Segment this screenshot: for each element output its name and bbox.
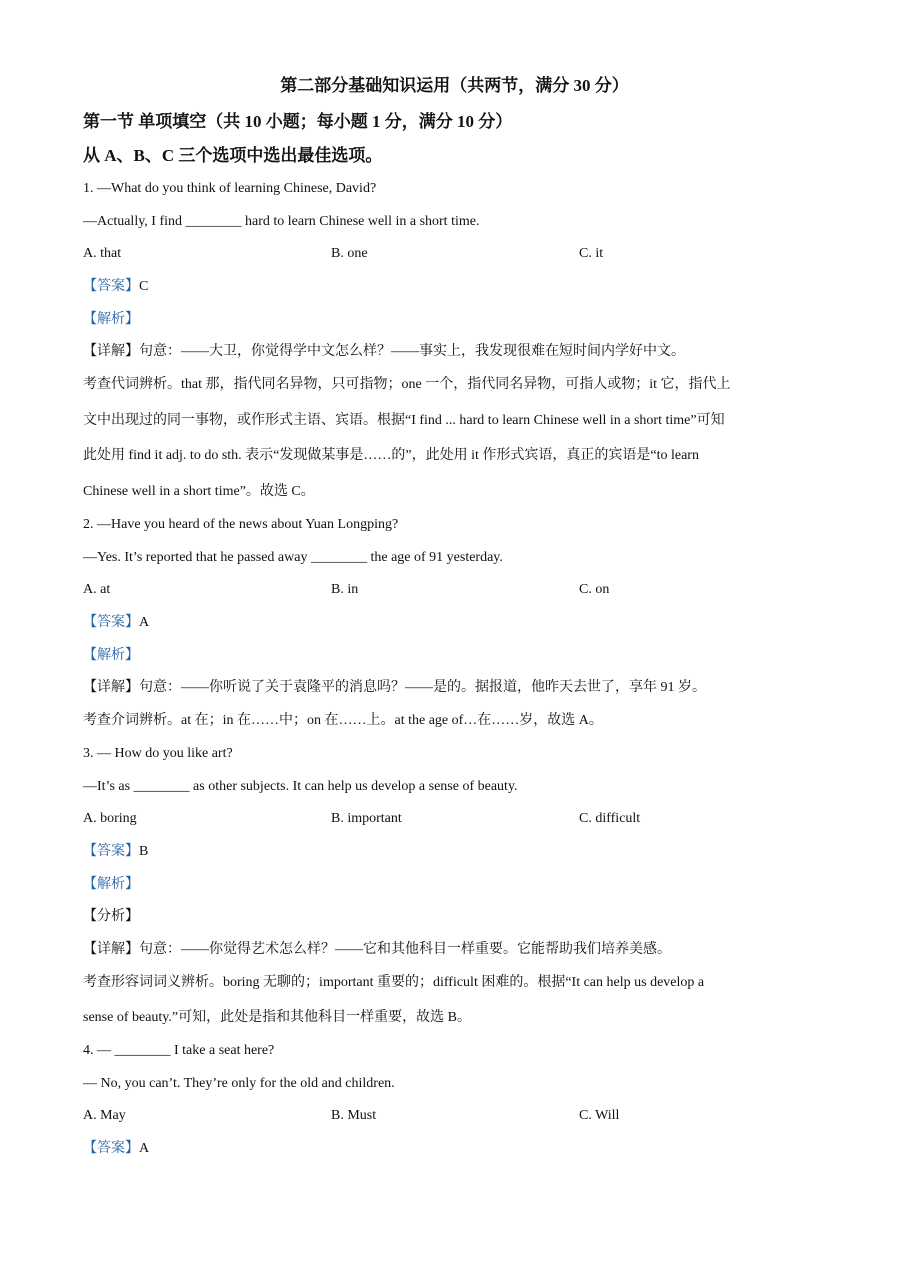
q3-option-a: A. boring <box>83 811 137 826</box>
q4-line2: — No, you can’t. They’re only for the old and children. <box>83 1076 395 1091</box>
q3-fenxi-label: 【分析】 <box>83 909 139 924</box>
q1-line2: —Actually, I find ________ hard to learn Chinese well in a short time. <box>83 214 480 229</box>
q2-line2: —Yes. It’s reported that he passed away ________ the age of 91 yesterday. <box>83 550 503 565</box>
q3-option-c: C. difficult <box>579 811 641 826</box>
q1-detail-1: 【详解】句意：——大卫，你觉得学中文怎么样？——事实上，我发现很难在短时间内学好中文。 <box>83 344 685 359</box>
q3-detail-1: 【详解】句意：——你觉得艺术怎么样？——它和其他科目一样重要。它能帮助我们培养美感。 <box>83 942 671 957</box>
q3-option-b: B. important <box>331 811 402 826</box>
q1-option-b: B. one <box>331 246 368 261</box>
q1-line1: 1. —What do you think of learning Chinese, David? <box>83 181 377 196</box>
q3-line1: 3. — How do you like art? <box>83 746 233 761</box>
q1-detail-3: 文中出现过的同一事物，或作形式主语、宾语。根据“I find ... hard to learn Chinese well in a short time”可知 <box>83 413 725 428</box>
q2-option-b: B. in <box>331 582 359 597</box>
q2-option-a: A. at <box>83 582 111 597</box>
instruction: 从 A、B、C 三个选项中选出最佳选项。 <box>83 146 383 165</box>
q2-detail-1: 【详解】句意：——你听说了关于袁隆平的消息吗？——是的。据报道，他昨天去世了，享年 91 岁。 <box>83 680 706 695</box>
part-title: 第二部分基础知识运用（共两节，满分 30 分） <box>280 76 629 95</box>
q4-line1: 4. — ________ I take a seat here? <box>83 1043 275 1058</box>
q3-analysis-label: 【解析】 <box>83 877 139 892</box>
q1-detail-4: 此处用 find it adj. to do sth. 表示“发现做某事是……的”，此处用 it 作形式宾语，真正的宾语是“to learn <box>83 448 699 463</box>
q3-answer: 【答案】B <box>83 844 149 859</box>
q2-option-c: C. on <box>579 582 610 597</box>
q1-detail-2: 考查代词辨析。that 那，指代同名异物，只可指物；one 一个，指代同名异物，可指人或物；it 它，指代上 <box>83 377 731 392</box>
q2-answer: 【答案】A <box>83 615 150 630</box>
q4-answer: 【答案】A <box>83 1141 150 1156</box>
q1-detail-5: Chinese well in a short time”。故选 C。 <box>83 484 315 499</box>
q2-analysis-label: 【解析】 <box>83 648 139 663</box>
q3-detail-2: 考查形容词词义辨析。boring 无聊的；important 重要的；difficult 困难的。根据“It can help us develop a <box>83 975 705 990</box>
q3-line2: —It’s as ________ as other subjects. It can help us develop a sense of beauty. <box>83 779 518 794</box>
q4-option-a: A. May <box>83 1108 126 1123</box>
q1-answer: 【答案】C <box>83 279 149 294</box>
q4-option-c: C. Will <box>579 1108 620 1123</box>
q1-option-a: A. that <box>83 246 122 261</box>
q2-detail-2: 考查介词辨析。at 在；in 在……中；on 在……上。at the age of…在……岁，故选 A。 <box>83 713 603 728</box>
q3-detail-3: sense of beauty.”可知，此处是指和其他科目一样重要，故选 B。 <box>83 1010 471 1025</box>
q1-analysis-label: 【解析】 <box>83 312 139 327</box>
q1-option-c: C. it <box>579 246 604 261</box>
q2-line1: 2. —Have you heard of the news about Yuan Longping? <box>83 517 399 532</box>
q4-option-b: B. Must <box>331 1108 377 1123</box>
section-title: 第一节 单项填空（共 10 小题；每小题 1 分，满分 10 分） <box>83 112 513 131</box>
